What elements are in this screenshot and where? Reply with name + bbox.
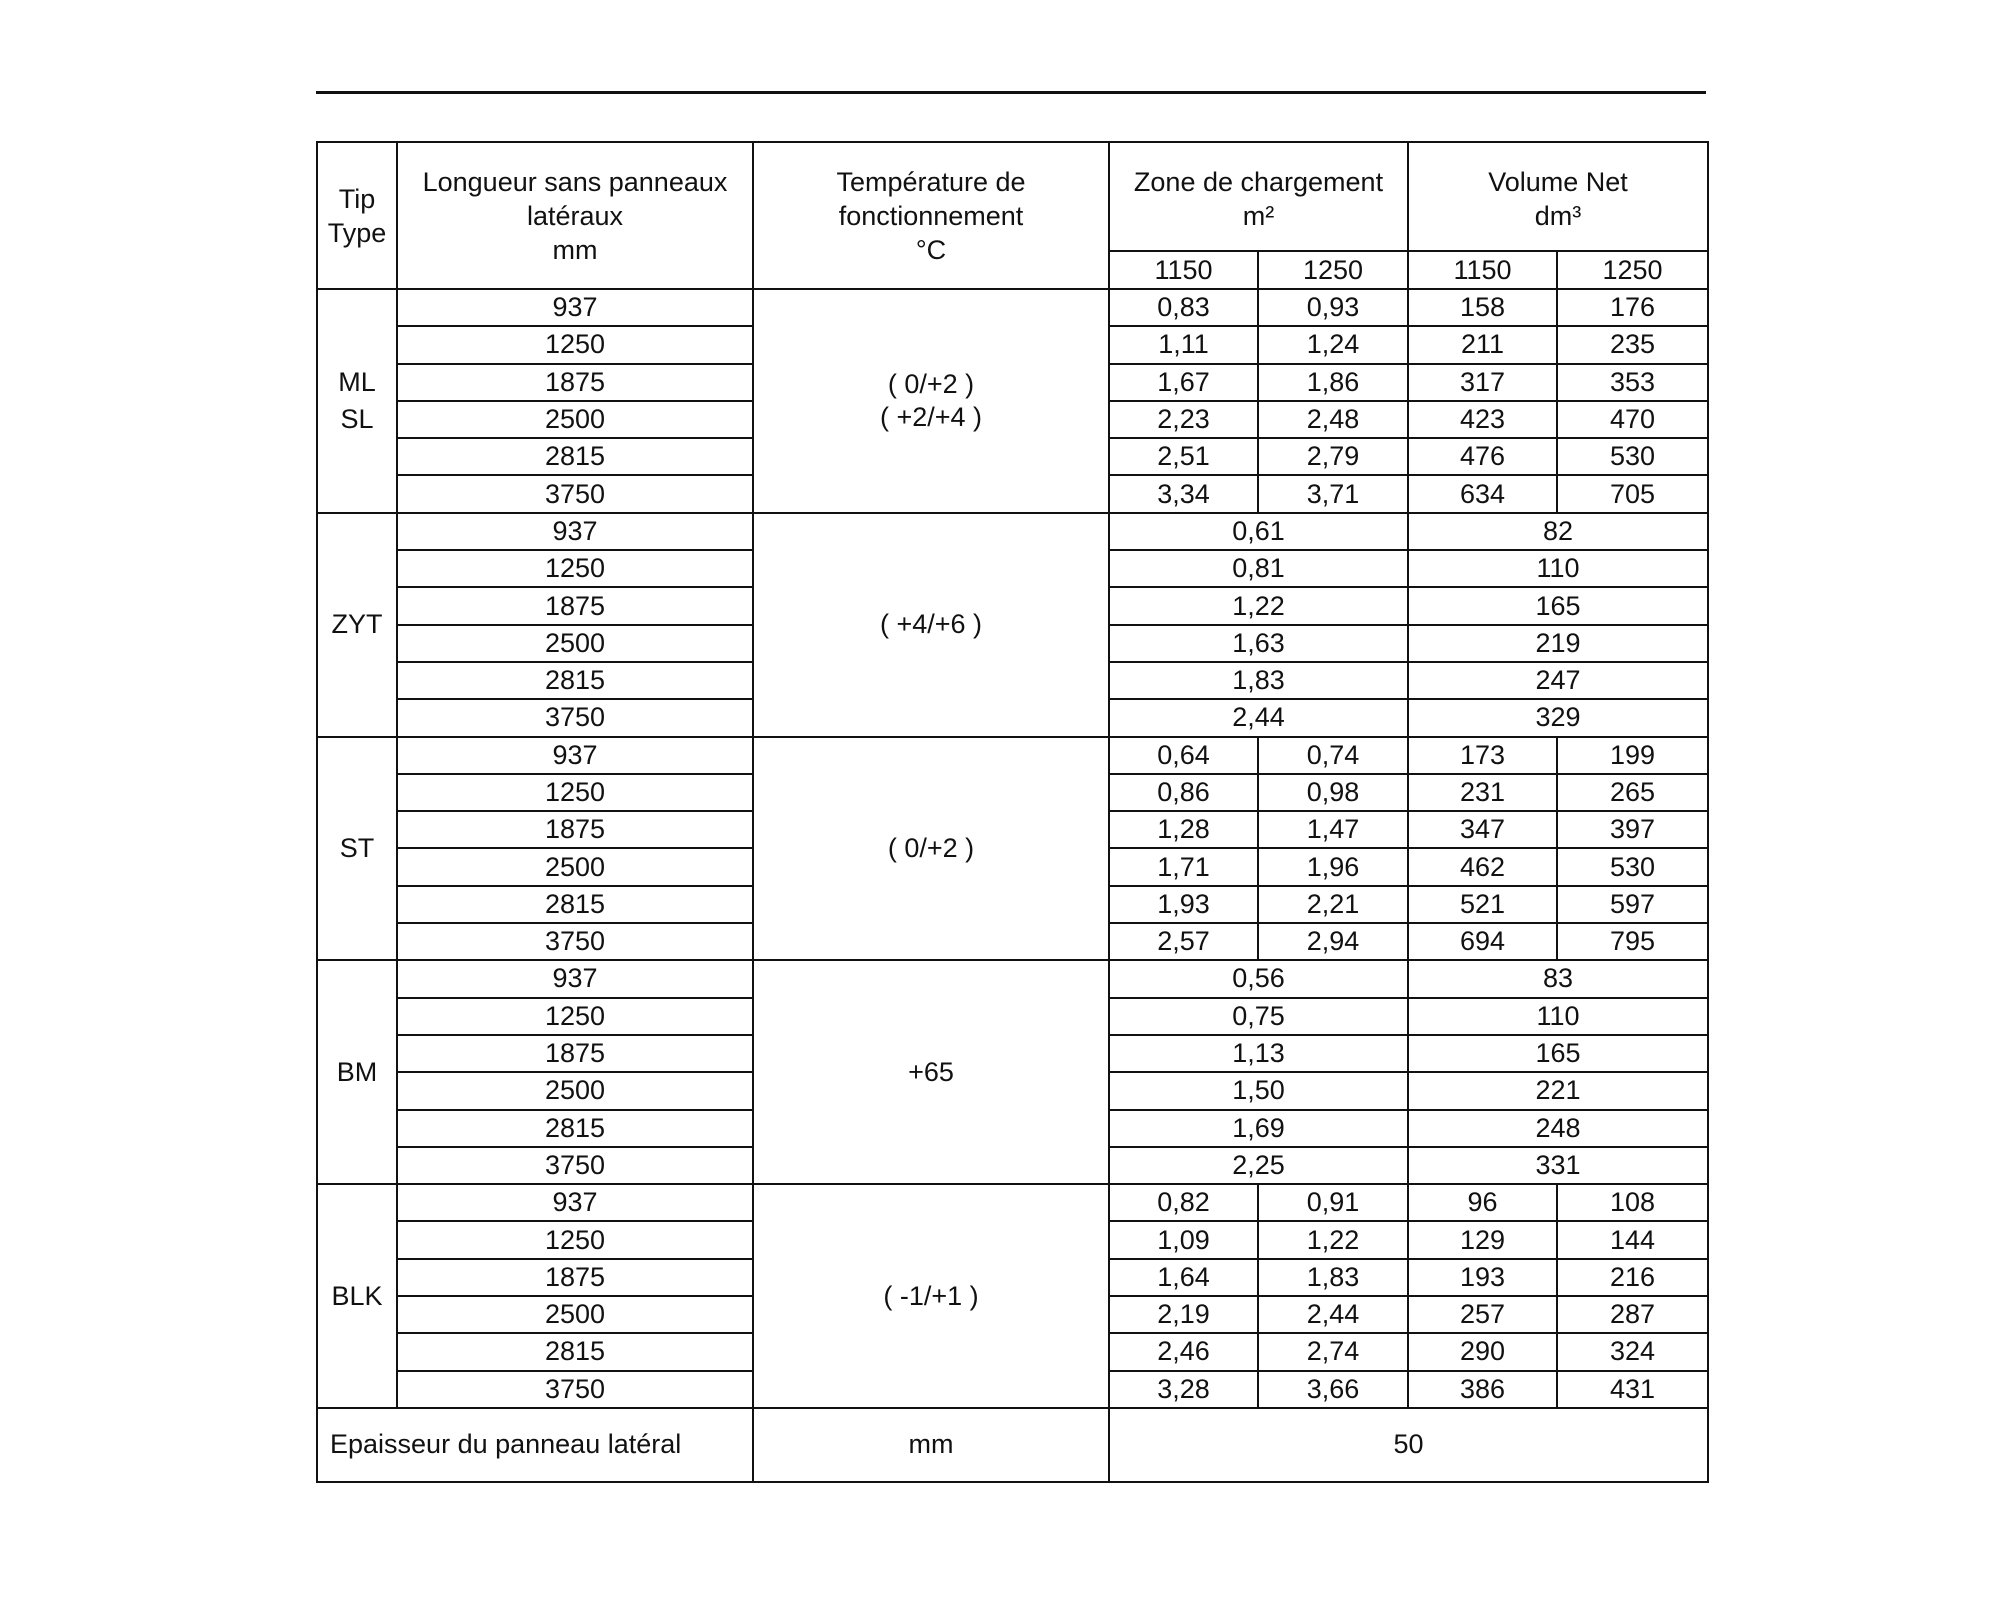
zone-cell: 2,25: [1109, 1147, 1408, 1184]
type-cell: BM: [317, 960, 397, 1184]
volume-cell: 257: [1408, 1296, 1557, 1333]
zone-cell: 1,50: [1109, 1072, 1408, 1109]
length-cell: 1250: [397, 998, 753, 1035]
zone-cell: 3,34: [1109, 475, 1258, 512]
volume-cell: 521: [1408, 886, 1557, 923]
header-volume-1150: 1150: [1408, 251, 1557, 289]
zone-cell: 2,44: [1109, 699, 1408, 736]
volume-cell: 331: [1408, 1147, 1708, 1184]
length-cell: 2500: [397, 625, 753, 662]
length-cell: 2815: [397, 886, 753, 923]
zone-cell: 3,66: [1258, 1371, 1408, 1408]
zone-cell: 2,74: [1258, 1333, 1408, 1370]
volume-cell: 324: [1557, 1333, 1708, 1370]
volume-cell: 173: [1408, 737, 1557, 774]
volume-cell: 462: [1408, 848, 1557, 885]
volume-cell: 530: [1557, 848, 1708, 885]
volume-cell: 476: [1408, 438, 1557, 475]
zone-cell: 0,81: [1109, 550, 1408, 587]
volume-cell: 199: [1557, 737, 1708, 774]
temperature-cell: ( 0/+2 ): [753, 737, 1109, 961]
length-cell: 1250: [397, 550, 753, 587]
header-type: Tip Type: [317, 142, 397, 289]
zone-cell: 2,48: [1258, 401, 1408, 438]
header-volume-1250: 1250: [1557, 251, 1708, 289]
zone-cell: 0,75: [1109, 998, 1408, 1035]
zone-cell: 0,74: [1258, 737, 1408, 774]
volume-cell: 265: [1557, 774, 1708, 811]
volume-cell: 431: [1557, 1371, 1708, 1408]
volume-cell: 247: [1408, 662, 1708, 699]
length-cell: 1875: [397, 811, 753, 848]
top-rule: [316, 91, 1706, 94]
zone-cell: 3,71: [1258, 475, 1408, 512]
length-cell: 2815: [397, 662, 753, 699]
volume-cell: 83: [1408, 960, 1708, 997]
header-volume: Volume Net dm³: [1408, 142, 1708, 251]
volume-cell: 193: [1408, 1259, 1557, 1296]
length-cell: 1250: [397, 774, 753, 811]
volume-cell: 211: [1408, 326, 1557, 363]
spec-table: [316, 141, 1709, 1483]
zone-cell: 0,64: [1109, 737, 1258, 774]
zone-cell: 1,63: [1109, 625, 1408, 662]
length-cell: 2815: [397, 438, 753, 475]
length-cell: 937: [397, 960, 753, 997]
zone-cell: 0,82: [1109, 1184, 1258, 1221]
volume-cell: 470: [1557, 401, 1708, 438]
table-row: [317, 289, 1708, 326]
volume-cell: 248: [1408, 1110, 1708, 1147]
temperature-cell: ( 0/+2 ) ( +2/+4 ): [753, 289, 1109, 513]
length-cell: 2500: [397, 1072, 753, 1109]
length-cell: 2815: [397, 1110, 753, 1147]
zone-cell: 0,91: [1258, 1184, 1408, 1221]
volume-cell: 219: [1408, 625, 1708, 662]
volume-cell: 329: [1408, 699, 1708, 736]
length-cell: 1250: [397, 326, 753, 363]
type-cell: ZYT: [317, 513, 397, 737]
length-cell: 2500: [397, 401, 753, 438]
temperature-cell: +65: [753, 960, 1109, 1184]
zone-cell: 1,93: [1109, 886, 1258, 923]
zone-cell: 2,51: [1109, 438, 1258, 475]
length-cell: 937: [397, 513, 753, 550]
zone-cell: 1,22: [1109, 587, 1408, 624]
zone-cell: 2,57: [1109, 923, 1258, 960]
footer-label: Epaisseur du panneau latéral: [317, 1408, 753, 1482]
length-cell: 2500: [397, 1296, 753, 1333]
zone-cell: 1,24: [1258, 326, 1408, 363]
volume-cell: 287: [1557, 1296, 1708, 1333]
header-temperature: Température de fonctionnement °C: [753, 142, 1109, 289]
table-row: [317, 737, 1708, 774]
volume-cell: 597: [1557, 886, 1708, 923]
zone-cell: 1,11: [1109, 326, 1258, 363]
zone-cell: 2,23: [1109, 401, 1258, 438]
volume-cell: 108: [1557, 1184, 1708, 1221]
header-row: [317, 142, 1708, 251]
temperature-cell: ( +4/+6 ): [753, 513, 1109, 737]
zone-cell: 1,86: [1258, 364, 1408, 401]
footer-unit: mm: [753, 1408, 1109, 1482]
zone-cell: 1,28: [1109, 811, 1258, 848]
length-cell: 3750: [397, 1371, 753, 1408]
length-cell: 2500: [397, 848, 753, 885]
header-zone-1250: 1250: [1258, 251, 1408, 289]
volume-cell: 705: [1557, 475, 1708, 512]
footer-row: [317, 1408, 1708, 1482]
volume-cell: 347: [1408, 811, 1557, 848]
zone-cell: 0,56: [1109, 960, 1408, 997]
zone-cell: 2,46: [1109, 1333, 1258, 1370]
volume-cell: 317: [1408, 364, 1557, 401]
length-cell: 937: [397, 289, 753, 326]
length-cell: 2815: [397, 1333, 753, 1370]
length-cell: 1875: [397, 364, 753, 401]
volume-cell: 144: [1557, 1221, 1708, 1258]
volume-cell: 129: [1408, 1221, 1557, 1258]
length-cell: 1875: [397, 1035, 753, 1072]
volume-cell: 216: [1557, 1259, 1708, 1296]
zone-cell: 1,83: [1109, 662, 1408, 699]
volume-cell: 353: [1557, 364, 1708, 401]
volume-cell: 694: [1408, 923, 1557, 960]
zone-cell: 0,86: [1109, 774, 1258, 811]
volume-cell: 158: [1408, 289, 1557, 326]
volume-cell: 423: [1408, 401, 1557, 438]
header-length: Longueur sans panneaux latéraux mm: [397, 142, 753, 289]
volume-cell: 386: [1408, 1371, 1557, 1408]
length-cell: 3750: [397, 923, 753, 960]
volume-cell: 795: [1557, 923, 1708, 960]
length-cell: 1875: [397, 587, 753, 624]
zone-cell: 2,94: [1258, 923, 1408, 960]
type-cell: ST: [317, 737, 397, 961]
volume-cell: 231: [1408, 774, 1557, 811]
zone-cell: 0,93: [1258, 289, 1408, 326]
footer-value: 50: [1109, 1408, 1708, 1482]
volume-cell: 397: [1557, 811, 1708, 848]
zone-cell: 0,83: [1109, 289, 1258, 326]
volume-cell: 82: [1408, 513, 1708, 550]
length-cell: 937: [397, 737, 753, 774]
length-cell: 937: [397, 1184, 753, 1221]
header-zone-1150: 1150: [1109, 251, 1258, 289]
zone-cell: 3,28: [1109, 1371, 1258, 1408]
header-zone: Zone de chargement m²: [1109, 142, 1408, 251]
zone-cell: 2,19: [1109, 1296, 1258, 1333]
length-cell: 1250: [397, 1221, 753, 1258]
zone-cell: 1,71: [1109, 848, 1258, 885]
volume-cell: 634: [1408, 475, 1557, 512]
zone-cell: 1,83: [1258, 1259, 1408, 1296]
type-cell: ML SL: [317, 289, 397, 513]
zone-cell: 1,13: [1109, 1035, 1408, 1072]
zone-cell: 0,61: [1109, 513, 1408, 550]
volume-cell: 290: [1408, 1333, 1557, 1370]
volume-cell: 530: [1557, 438, 1708, 475]
length-cell: 3750: [397, 1147, 753, 1184]
zone-cell: 1,69: [1109, 1110, 1408, 1147]
zone-cell: 1,09: [1109, 1221, 1258, 1258]
volume-cell: 235: [1557, 326, 1708, 363]
zone-cell: 1,64: [1109, 1259, 1258, 1296]
zone-cell: 1,96: [1258, 848, 1408, 885]
zone-cell: 2,79: [1258, 438, 1408, 475]
volume-cell: 165: [1408, 587, 1708, 624]
volume-cell: 221: [1408, 1072, 1708, 1109]
zone-cell: 1,67: [1109, 364, 1258, 401]
zone-cell: 1,22: [1258, 1221, 1408, 1258]
volume-cell: 165: [1408, 1035, 1708, 1072]
zone-cell: 1,47: [1258, 811, 1408, 848]
length-cell: 3750: [397, 475, 753, 512]
type-cell: BLK: [317, 1184, 397, 1408]
volume-cell: 110: [1408, 550, 1708, 587]
zone-cell: 2,44: [1258, 1296, 1408, 1333]
volume-cell: 176: [1557, 289, 1708, 326]
volume-cell: 96: [1408, 1184, 1557, 1221]
length-cell: 3750: [397, 699, 753, 736]
table-row: [317, 1184, 1708, 1221]
temperature-cell: ( -1/+1 ): [753, 1184, 1109, 1408]
volume-cell: 110: [1408, 998, 1708, 1035]
table-row: [317, 960, 1708, 997]
length-cell: 1875: [397, 1259, 753, 1296]
table-row: [317, 513, 1708, 550]
zone-cell: 2,21: [1258, 886, 1408, 923]
zone-cell: 0,98: [1258, 774, 1408, 811]
